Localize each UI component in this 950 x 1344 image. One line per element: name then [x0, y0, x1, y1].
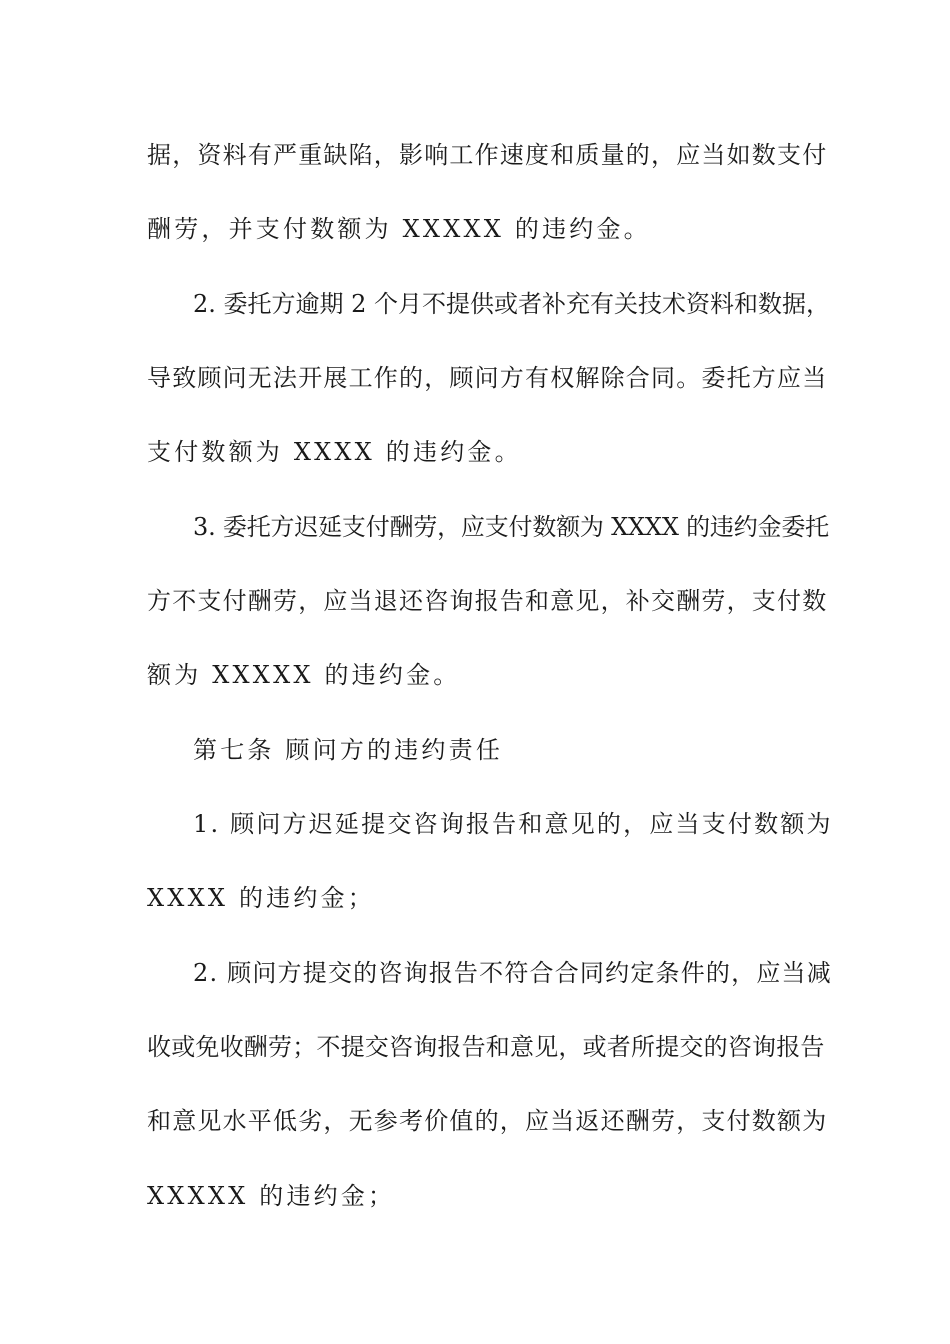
- text-line: 2. 顾问方提交的咨询报告不符合合同约定条件的，应当减: [193, 959, 832, 987]
- text-line: 支付数额为 XXXX 的违约金。: [147, 438, 522, 466]
- text-line: 收或免收酬劳；不提交咨询报告和意见，或者所提交的咨询报告: [147, 1033, 825, 1061]
- text-line: 和意见水平低劣，无参考价值的，应当返还酬劳，支付数额为: [147, 1107, 828, 1135]
- text-line: XXXX 的违约金；: [147, 884, 375, 912]
- text-line: 酬劳，并支付数额为 XXXXX 的违约金。: [147, 215, 651, 243]
- text-line: 导致顾问无法开展工作的，顾问方有权解除合同。委托方应当: [147, 364, 828, 392]
- section-heading: 第七条 顾问方的违约责任: [193, 736, 504, 764]
- text-line: 额为 XXXXX 的违约金。: [147, 661, 461, 689]
- text-line: 据，资料有严重缺陷，影响工作速度和质量的，应当如数支付: [147, 141, 828, 169]
- text-line: 方不支付酬劳，应当退还咨询报告和意见，补交酬劳，支付数: [147, 587, 828, 615]
- text-line: 3. 委托方迟延支付酬劳，应支付数额为 XXXX 的违约金委托: [193, 513, 829, 541]
- text-line: 2. 委托方逾期 2 个月不提供或者补充有关技术资料和数据，: [193, 290, 831, 318]
- text-line: 1. 顾问方迟延提交咨询报告和意见的，应当支付数额为: [193, 810, 833, 838]
- text-line: XXXXX 的违约金；: [147, 1182, 396, 1210]
